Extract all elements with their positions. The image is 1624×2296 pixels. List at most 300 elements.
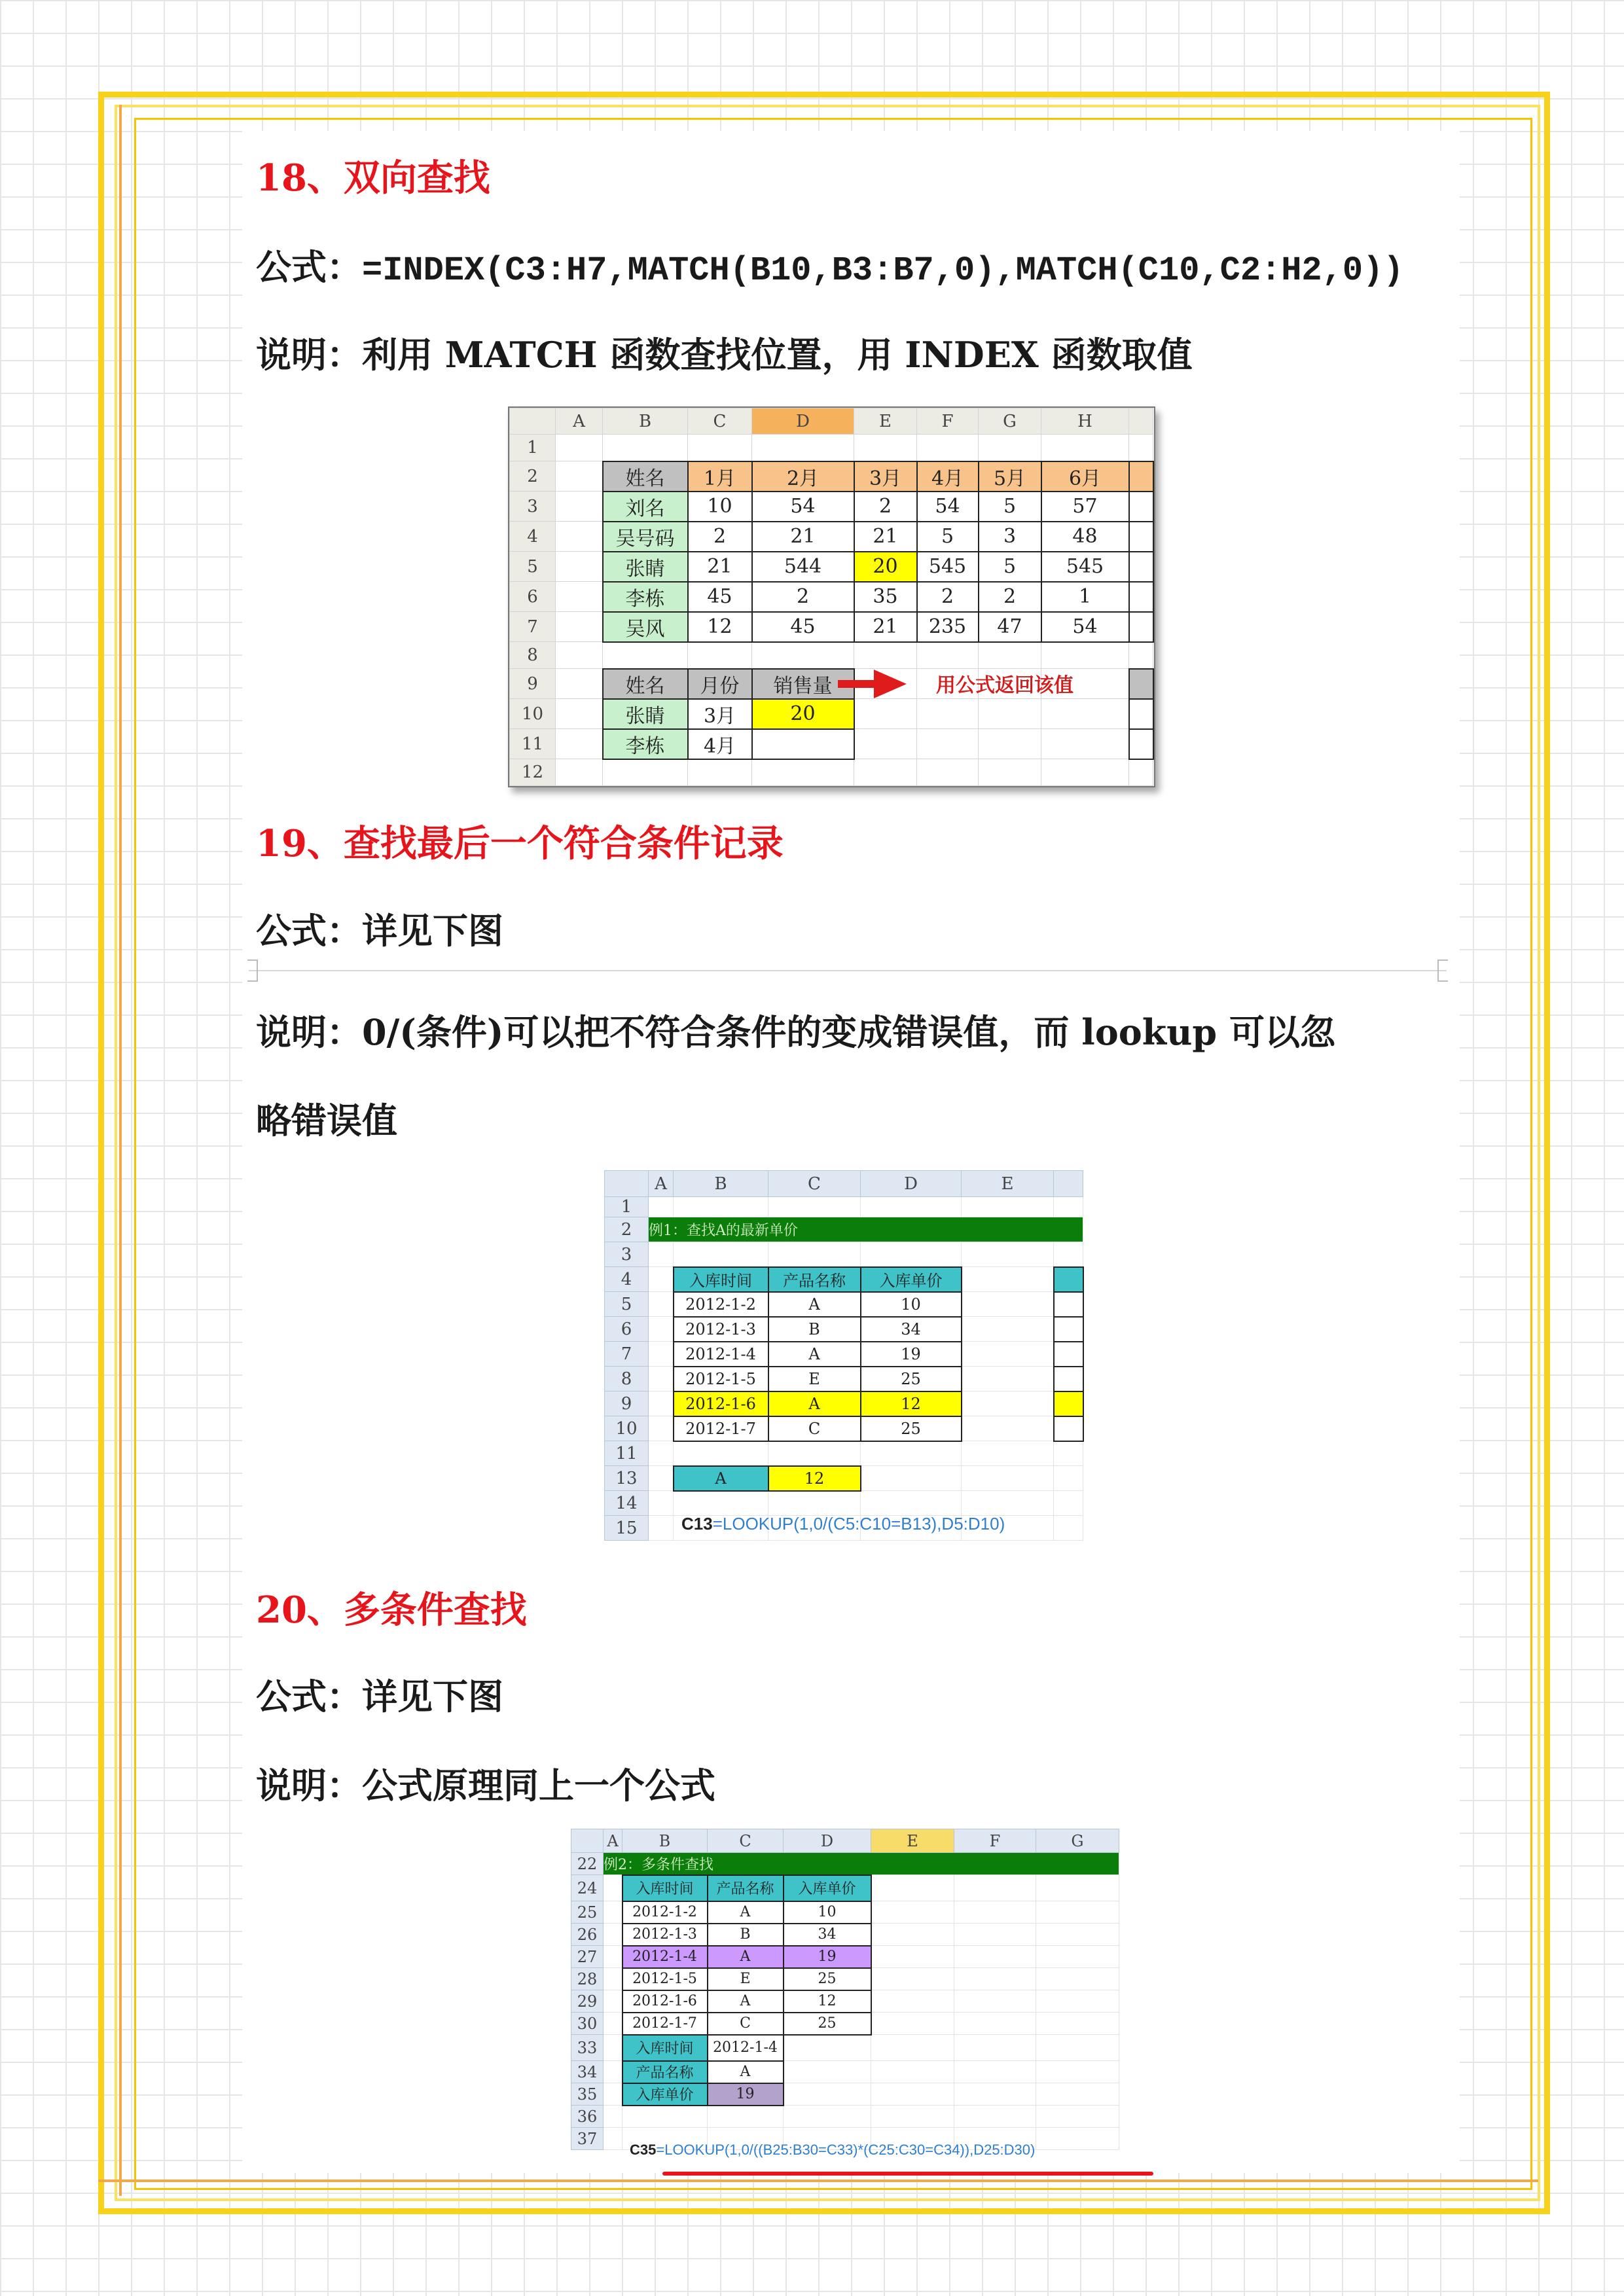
cell[interactable] bbox=[604, 2128, 623, 2150]
cell[interactable]: A bbox=[708, 1990, 784, 2013]
row-header[interactable]: 13 bbox=[605, 1466, 649, 1491]
cell[interactable] bbox=[962, 1491, 1054, 1516]
column-header-corner[interactable] bbox=[571, 1829, 604, 1853]
cell[interactable]: 3 bbox=[979, 522, 1041, 552]
cell[interactable]: 2012-1-5 bbox=[623, 1968, 708, 1990]
cell[interactable]: 25 bbox=[784, 2013, 871, 2035]
cell[interactable]: 235 bbox=[917, 612, 979, 642]
cell[interactable] bbox=[954, 1901, 1036, 1924]
cell[interactable]: A bbox=[708, 1946, 784, 1968]
cell[interactable] bbox=[604, 2013, 623, 2035]
cell[interactable]: A bbox=[768, 1342, 861, 1367]
cell[interactable]: 12 bbox=[861, 1391, 962, 1416]
row-header[interactable]: 4 bbox=[605, 1267, 649, 1292]
row-header[interactable]: 36 bbox=[571, 2106, 604, 2128]
cell[interactable] bbox=[1054, 1391, 1083, 1416]
cell[interactable] bbox=[1129, 435, 1153, 461]
cell[interactable]: 45 bbox=[752, 612, 854, 642]
cell[interactable] bbox=[1041, 699, 1129, 729]
cell[interactable]: 2012-1-5 bbox=[674, 1367, 768, 1391]
cell[interactable]: 2 bbox=[688, 522, 752, 552]
cell[interactable] bbox=[1129, 582, 1153, 612]
cell[interactable] bbox=[603, 642, 688, 669]
cell[interactable]: 10 bbox=[688, 492, 752, 522]
cell[interactable] bbox=[917, 759, 979, 786]
cell[interactable] bbox=[1036, 1968, 1119, 1990]
cell[interactable] bbox=[962, 1466, 1054, 1491]
cell[interactable] bbox=[979, 435, 1041, 461]
column-header-corner[interactable] bbox=[1054, 1171, 1083, 1197]
cell[interactable] bbox=[854, 729, 917, 759]
cell[interactable] bbox=[649, 1491, 674, 1516]
cell[interactable] bbox=[1054, 1197, 1083, 1217]
cell[interactable]: 1 bbox=[1041, 582, 1129, 612]
cell[interactable]: 545 bbox=[917, 552, 979, 582]
cell[interactable] bbox=[854, 435, 917, 461]
row-header[interactable]: 5 bbox=[510, 552, 556, 582]
cell[interactable]: 2012-1-2 bbox=[623, 1901, 708, 1924]
row-header[interactable]: 28 bbox=[571, 1968, 604, 1990]
row-header[interactable]: 37 bbox=[571, 2128, 604, 2150]
cell[interactable]: 入库时间 bbox=[623, 1875, 708, 1901]
cell[interactable] bbox=[871, 1875, 954, 1901]
row-header[interactable]: 11 bbox=[510, 729, 556, 759]
cell[interactable] bbox=[962, 1242, 1054, 1267]
cell[interactable] bbox=[1036, 2035, 1119, 2061]
cell[interactable] bbox=[649, 1416, 674, 1441]
cell[interactable]: E bbox=[768, 1367, 861, 1391]
cell[interactable] bbox=[752, 642, 854, 669]
row-header[interactable]: 26 bbox=[571, 1924, 604, 1946]
cell[interactable] bbox=[1129, 729, 1153, 759]
cell[interactable] bbox=[962, 1292, 1054, 1317]
row-header[interactable]: 2 bbox=[605, 1217, 649, 1242]
cell[interactable]: 19 bbox=[861, 1342, 962, 1367]
cell[interactable] bbox=[979, 729, 1041, 759]
row-header[interactable]: 3 bbox=[605, 1242, 649, 1267]
cell[interactable]: 2 bbox=[979, 582, 1041, 612]
row-header[interactable]: 27 bbox=[571, 1946, 604, 1968]
cell[interactable]: 2012-1-7 bbox=[623, 2013, 708, 2035]
column-header-corner[interactable] bbox=[1129, 408, 1153, 435]
cell[interactable]: 2月 bbox=[752, 461, 854, 492]
cell[interactable]: 2012-1-7 bbox=[674, 1416, 768, 1441]
cell[interactable] bbox=[1041, 642, 1129, 669]
cell[interactable]: 李栋 bbox=[603, 729, 688, 759]
row-header[interactable]: 9 bbox=[510, 669, 556, 699]
cell[interactable]: 2012-1-2 bbox=[674, 1292, 768, 1317]
cell[interactable]: 12 bbox=[784, 1990, 871, 2013]
cell[interactable] bbox=[1054, 1317, 1083, 1342]
cell[interactable] bbox=[962, 1317, 1054, 1342]
cell[interactable]: 3月 bbox=[688, 699, 752, 729]
cell[interactable] bbox=[556, 729, 603, 759]
row-header[interactable]: 34 bbox=[571, 2061, 604, 2083]
row-header[interactable]: 33 bbox=[571, 2035, 604, 2061]
cell[interactable] bbox=[649, 1367, 674, 1391]
column-header-E[interactable]: E bbox=[962, 1171, 1054, 1197]
cell[interactable] bbox=[861, 1441, 962, 1466]
cell[interactable] bbox=[649, 1342, 674, 1367]
cell[interactable]: 57 bbox=[1041, 492, 1129, 522]
cell[interactable]: 2012-1-4 bbox=[674, 1342, 768, 1367]
cell[interactable] bbox=[649, 1197, 674, 1217]
column-header-C[interactable]: C bbox=[768, 1171, 861, 1197]
cell[interactable] bbox=[752, 759, 854, 786]
cell[interactable] bbox=[871, 2083, 954, 2106]
cell[interactable] bbox=[1129, 759, 1153, 786]
cell[interactable] bbox=[649, 1267, 674, 1292]
cell[interactable] bbox=[954, 2083, 1036, 2106]
cell[interactable] bbox=[917, 435, 979, 461]
column-header-D[interactable]: D bbox=[752, 408, 854, 435]
cell[interactable] bbox=[708, 2106, 784, 2128]
cell[interactable] bbox=[917, 699, 979, 729]
cell[interactable]: 入库时间 bbox=[674, 1267, 768, 1292]
cell[interactable] bbox=[784, 2106, 871, 2128]
cell[interactable] bbox=[1041, 759, 1129, 786]
column-header-F[interactable]: F bbox=[954, 1829, 1036, 1853]
cell[interactable] bbox=[1041, 729, 1129, 759]
cell[interactable]: 2012-1-4 bbox=[708, 2035, 784, 2061]
cell[interactable] bbox=[556, 699, 603, 729]
cell[interactable]: 姓名 bbox=[603, 461, 688, 492]
cell[interactable] bbox=[604, 1990, 623, 2013]
row-header[interactable]: 10 bbox=[510, 699, 556, 729]
cell[interactable]: 4月 bbox=[917, 461, 979, 492]
cell[interactable]: 2 bbox=[854, 492, 917, 522]
row-header[interactable]: 24 bbox=[571, 1875, 604, 1901]
cell[interactable]: 4月 bbox=[688, 729, 752, 759]
row-header[interactable]: 3 bbox=[510, 492, 556, 522]
cell[interactable]: 25 bbox=[861, 1367, 962, 1391]
cell[interactable] bbox=[1054, 1242, 1083, 1267]
cell[interactable]: A bbox=[674, 1466, 768, 1491]
cell[interactable] bbox=[604, 2061, 623, 2083]
cell[interactable] bbox=[861, 1242, 962, 1267]
row-header[interactable]: 8 bbox=[605, 1367, 649, 1391]
column-header-G[interactable]: G bbox=[1036, 1829, 1119, 1853]
cell[interactable] bbox=[1054, 1516, 1083, 1541]
cell[interactable] bbox=[1129, 642, 1153, 669]
column-header-D[interactable]: D bbox=[861, 1171, 962, 1197]
cell[interactable] bbox=[962, 1416, 1054, 1441]
cell[interactable] bbox=[1054, 1491, 1083, 1516]
cell[interactable]: 刘名 bbox=[603, 492, 688, 522]
cell[interactable] bbox=[1129, 612, 1153, 642]
cell[interactable] bbox=[674, 1242, 768, 1267]
cell[interactable] bbox=[962, 1342, 1054, 1367]
cell[interactable]: B bbox=[768, 1317, 861, 1342]
cell[interactable] bbox=[1129, 552, 1153, 582]
column-header-corner[interactable] bbox=[510, 408, 556, 435]
cell[interactable]: A bbox=[768, 1292, 861, 1317]
cell[interactable] bbox=[954, 1990, 1036, 2013]
cell[interactable] bbox=[556, 642, 603, 669]
banner-cell[interactable]: 例1：查找A的最新单价 bbox=[649, 1217, 1083, 1242]
cell[interactable] bbox=[871, 2013, 954, 2035]
cell[interactable] bbox=[649, 1242, 674, 1267]
cell[interactable] bbox=[768, 1491, 861, 1516]
cell[interactable] bbox=[954, 2013, 1036, 2035]
cell[interactable] bbox=[954, 1946, 1036, 1968]
cell[interactable]: 产品名称 bbox=[623, 2061, 708, 2083]
cell[interactable] bbox=[556, 522, 603, 552]
cell[interactable] bbox=[962, 1441, 1054, 1466]
cell[interactable] bbox=[871, 1901, 954, 1924]
cell[interactable] bbox=[854, 759, 917, 786]
cell[interactable]: 5月 bbox=[979, 461, 1041, 492]
cell[interactable] bbox=[556, 669, 603, 699]
cell[interactable] bbox=[954, 1968, 1036, 1990]
column-header-corner[interactable] bbox=[605, 1171, 649, 1197]
cell[interactable]: 6月 bbox=[1041, 461, 1129, 492]
cell[interactable]: 产品名称 bbox=[768, 1267, 861, 1292]
cell[interactable] bbox=[649, 1292, 674, 1317]
row-header[interactable]: 7 bbox=[605, 1342, 649, 1367]
column-header-C[interactable]: C bbox=[688, 408, 752, 435]
cell[interactable]: 21 bbox=[688, 552, 752, 582]
cell[interactable] bbox=[871, 2061, 954, 2083]
cell[interactable] bbox=[604, 2083, 623, 2106]
column-header-B[interactable]: B bbox=[674, 1171, 768, 1197]
cell[interactable]: 月份 bbox=[688, 669, 752, 699]
cell[interactable]: 21 bbox=[752, 522, 854, 552]
column-header-F[interactable]: F bbox=[917, 408, 979, 435]
cell[interactable]: 12 bbox=[688, 612, 752, 642]
cell[interactable]: 20 bbox=[854, 552, 917, 582]
column-header-B[interactable]: B bbox=[623, 1829, 708, 1853]
cell[interactable] bbox=[1054, 1441, 1083, 1466]
cell[interactable] bbox=[604, 2035, 623, 2061]
cell[interactable]: 产品名称 bbox=[708, 1875, 784, 1901]
cell[interactable] bbox=[649, 1516, 674, 1541]
cell[interactable] bbox=[603, 435, 688, 461]
cell[interactable] bbox=[752, 729, 854, 759]
cell[interactable] bbox=[1054, 1367, 1083, 1391]
cell[interactable]: 12 bbox=[768, 1466, 861, 1491]
cell[interactable]: 54 bbox=[917, 492, 979, 522]
row-header[interactable]: 9 bbox=[605, 1391, 649, 1416]
cell[interactable] bbox=[649, 1466, 674, 1491]
cell[interactable]: 入库单价 bbox=[861, 1267, 962, 1292]
cell[interactable]: A bbox=[708, 1901, 784, 1924]
cell[interactable]: A bbox=[708, 2061, 784, 2083]
row-header[interactable]: 1 bbox=[510, 435, 556, 461]
cell[interactable]: 48 bbox=[1041, 522, 1129, 552]
row-header[interactable]: 10 bbox=[605, 1416, 649, 1441]
cell[interactable]: 20 bbox=[752, 699, 854, 729]
cell[interactable] bbox=[784, 2035, 871, 2061]
row-header[interactable]: 22 bbox=[571, 1853, 604, 1875]
cell[interactable] bbox=[688, 642, 752, 669]
cell[interactable] bbox=[1036, 2013, 1119, 2035]
cell[interactable]: 19 bbox=[784, 1946, 871, 1968]
cell[interactable] bbox=[954, 2061, 1036, 2083]
cell[interactable] bbox=[979, 642, 1041, 669]
cell[interactable]: 入库单价 bbox=[784, 1875, 871, 1901]
cell[interactable]: 544 bbox=[752, 552, 854, 582]
cell[interactable] bbox=[623, 2106, 708, 2128]
cell[interactable] bbox=[1036, 1990, 1119, 2013]
cell[interactable] bbox=[604, 1924, 623, 1946]
cell[interactable] bbox=[861, 1491, 962, 1516]
cell[interactable] bbox=[688, 435, 752, 461]
cell[interactable]: 2012-1-6 bbox=[674, 1391, 768, 1416]
cell[interactable]: C bbox=[708, 2013, 784, 2035]
cell[interactable] bbox=[1054, 1267, 1083, 1292]
row-header[interactable]: 35 bbox=[571, 2083, 604, 2106]
cell[interactable]: 545 bbox=[1041, 552, 1129, 582]
cell[interactable] bbox=[556, 582, 603, 612]
cell[interactable]: 张睛 bbox=[603, 699, 688, 729]
cell[interactable] bbox=[649, 1317, 674, 1342]
cell[interactable]: 入库时间 bbox=[623, 2035, 708, 2061]
cell[interactable] bbox=[752, 435, 854, 461]
cell[interactable] bbox=[954, 2035, 1036, 2061]
cell[interactable]: 销售量 bbox=[752, 669, 854, 699]
row-header[interactable]: 14 bbox=[605, 1491, 649, 1516]
banner-cell[interactable]: 例2：多条件查找 bbox=[604, 1853, 1119, 1875]
row-header[interactable]: 8 bbox=[510, 642, 556, 669]
cell[interactable]: 1月 bbox=[688, 461, 752, 492]
cell[interactable] bbox=[979, 759, 1041, 786]
cell[interactable] bbox=[1036, 1946, 1119, 1968]
cell[interactable]: 54 bbox=[1041, 612, 1129, 642]
cell[interactable]: 李栋 bbox=[603, 582, 688, 612]
cell[interactable] bbox=[603, 759, 688, 786]
row-header[interactable]: 6 bbox=[510, 582, 556, 612]
cell[interactable] bbox=[768, 1242, 861, 1267]
cell[interactable] bbox=[954, 2106, 1036, 2128]
cell[interactable] bbox=[674, 1197, 768, 1217]
cell[interactable] bbox=[649, 1441, 674, 1466]
cell[interactable] bbox=[1129, 699, 1153, 729]
cell[interactable] bbox=[784, 2083, 871, 2106]
cell[interactable] bbox=[871, 1946, 954, 1968]
row-header[interactable]: 29 bbox=[571, 1990, 604, 2013]
cell[interactable]: 21 bbox=[854, 612, 917, 642]
cell[interactable] bbox=[979, 699, 1041, 729]
cell[interactable]: 35 bbox=[854, 582, 917, 612]
cell[interactable]: B bbox=[708, 1924, 784, 1946]
row-header[interactable]: 30 bbox=[571, 2013, 604, 2035]
cell[interactable] bbox=[1129, 522, 1153, 552]
cell[interactable] bbox=[768, 1441, 861, 1466]
cell[interactable]: 2012-1-6 bbox=[623, 1990, 708, 2013]
cell[interactable]: 10 bbox=[861, 1292, 962, 1317]
cell[interactable] bbox=[1036, 1875, 1119, 1901]
cell[interactable] bbox=[1129, 461, 1153, 492]
cell[interactable] bbox=[854, 699, 917, 729]
cell[interactable] bbox=[917, 729, 979, 759]
cell[interactable]: 2 bbox=[752, 582, 854, 612]
cell[interactable] bbox=[954, 1875, 1036, 1901]
cell[interactable] bbox=[674, 1441, 768, 1466]
cell[interactable] bbox=[917, 642, 979, 669]
cell[interactable]: 2012-1-4 bbox=[623, 1946, 708, 1968]
cell[interactable]: 25 bbox=[784, 1968, 871, 1990]
cell[interactable]: 5 bbox=[979, 492, 1041, 522]
column-header-H[interactable]: H bbox=[1041, 408, 1129, 435]
cell[interactable] bbox=[556, 435, 603, 461]
cell[interactable]: 25 bbox=[861, 1416, 962, 1441]
column-header-C[interactable]: C bbox=[708, 1829, 784, 1853]
cell[interactable]: 2012-1-3 bbox=[674, 1317, 768, 1342]
cell[interactable] bbox=[604, 2106, 623, 2128]
cell[interactable] bbox=[604, 1875, 623, 1901]
cell[interactable] bbox=[556, 552, 603, 582]
cell[interactable] bbox=[1054, 1416, 1083, 1441]
column-header-B[interactable]: B bbox=[603, 408, 688, 435]
cell[interactable] bbox=[604, 1901, 623, 1924]
cell[interactable]: 5 bbox=[979, 552, 1041, 582]
cell[interactable] bbox=[1036, 2083, 1119, 2106]
cell[interactable] bbox=[649, 1391, 674, 1416]
cell[interactable] bbox=[1041, 435, 1129, 461]
cell[interactable] bbox=[871, 2106, 954, 2128]
row-header[interactable]: 11 bbox=[605, 1441, 649, 1466]
cell[interactable] bbox=[556, 461, 603, 492]
cell[interactable]: E bbox=[708, 1968, 784, 1990]
cell[interactable] bbox=[1054, 1292, 1083, 1317]
column-header-A[interactable]: A bbox=[604, 1829, 623, 1853]
column-header-E[interactable]: E bbox=[854, 408, 917, 435]
cell[interactable] bbox=[871, 1990, 954, 2013]
row-header[interactable]: 5 bbox=[605, 1292, 649, 1317]
cell[interactable] bbox=[1129, 492, 1153, 522]
cell[interactable]: 19 bbox=[708, 2083, 784, 2106]
cell[interactable]: 47 bbox=[979, 612, 1041, 642]
column-header-D[interactable]: D bbox=[784, 1829, 871, 1853]
row-header[interactable]: 6 bbox=[605, 1317, 649, 1342]
cell[interactable]: 10 bbox=[784, 1901, 871, 1924]
cell[interactable]: 吴风 bbox=[603, 612, 688, 642]
cell[interactable]: 34 bbox=[784, 1924, 871, 1946]
cell[interactable] bbox=[674, 1491, 768, 1516]
column-header-A[interactable]: A bbox=[556, 408, 603, 435]
cell[interactable] bbox=[604, 1968, 623, 1990]
cell[interactable]: 54 bbox=[752, 492, 854, 522]
cell[interactable] bbox=[871, 2035, 954, 2061]
cell[interactable]: 5 bbox=[917, 522, 979, 552]
cell[interactable] bbox=[962, 1197, 1054, 1217]
cell[interactable] bbox=[1054, 1342, 1083, 1367]
cell[interactable] bbox=[1054, 1466, 1083, 1491]
cell[interactable] bbox=[954, 1924, 1036, 1946]
cell[interactable] bbox=[1036, 2061, 1119, 2083]
cell[interactable] bbox=[604, 1946, 623, 1968]
cell[interactable] bbox=[1036, 1924, 1119, 1946]
cell[interactable] bbox=[861, 1197, 962, 1217]
cell[interactable] bbox=[556, 612, 603, 642]
cell[interactable]: 34 bbox=[861, 1317, 962, 1342]
row-header[interactable]: 7 bbox=[510, 612, 556, 642]
cell[interactable]: A bbox=[768, 1391, 861, 1416]
row-header[interactable]: 15 bbox=[605, 1516, 649, 1541]
cell[interactable]: 张睛 bbox=[603, 552, 688, 582]
cell[interactable] bbox=[871, 1968, 954, 1990]
cell[interactable] bbox=[1129, 669, 1153, 699]
cell[interactable] bbox=[962, 1267, 1054, 1292]
cell[interactable]: 3月 bbox=[854, 461, 917, 492]
cell[interactable]: 2 bbox=[917, 582, 979, 612]
row-header[interactable]: 4 bbox=[510, 522, 556, 552]
cell[interactable] bbox=[784, 2061, 871, 2083]
cell[interactable] bbox=[1036, 2106, 1119, 2128]
cell[interactable]: C bbox=[768, 1416, 861, 1441]
column-header-G[interactable]: G bbox=[979, 408, 1041, 435]
